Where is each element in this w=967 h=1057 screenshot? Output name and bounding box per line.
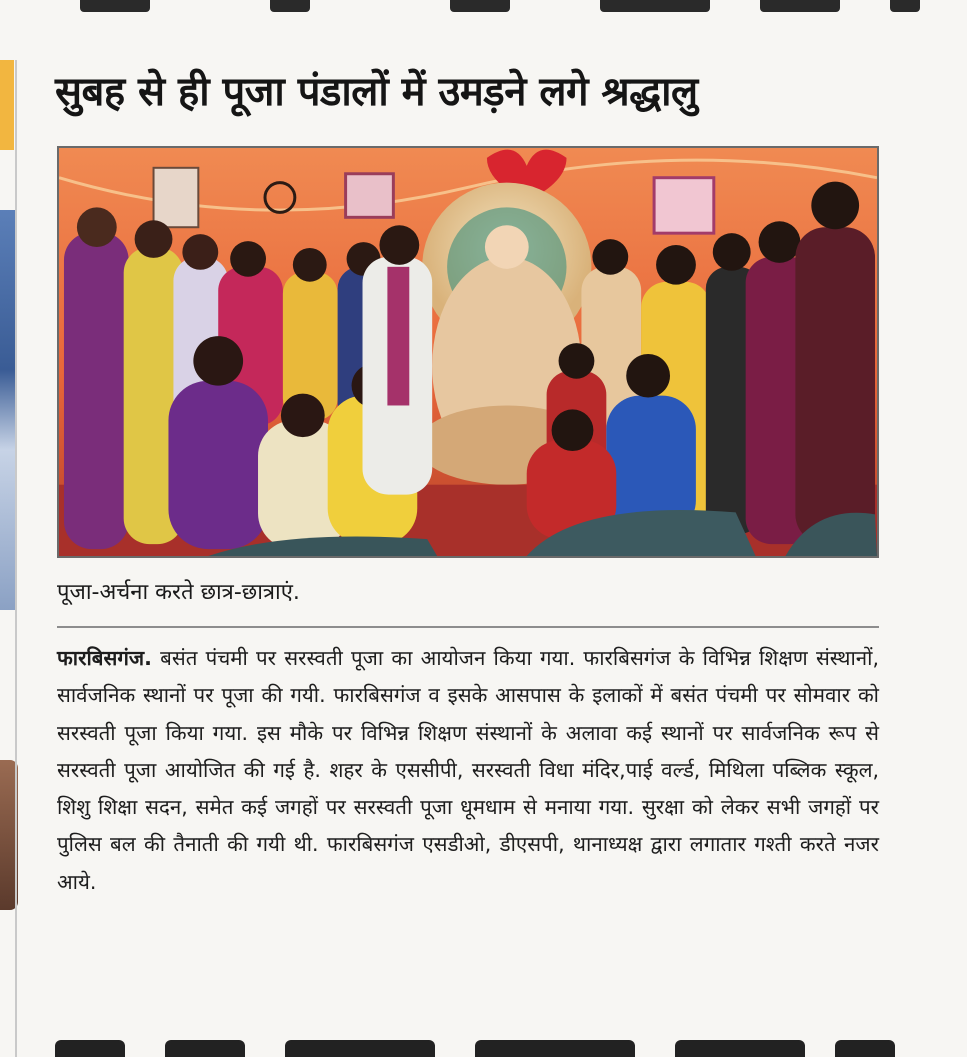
photo-illustration [59, 148, 877, 556]
article-photo [57, 146, 879, 558]
article-body-text: बसंत पंचमी पर सरस्वती पूजा का आयोजन किया गया. फारबिसगंज के विभिन्न शिक्षण संस्थानों, सार्वजनिक स्थानों पर पूजा की गयी. फारबिसगंज व इसके आसपास के इलाकों में बसंत पंचमी पर सोमवार को सरस्वती पूजा किया गया. इस मौके पर विभिन्न शिक्षण संस्थानों के अलावा कई स्थानों पर सार्वजनिक रूप से सरस्वती पूजा आयोजित की गई है. शहर के एससीपी, सरस्वती विधा मंदिर,पाई वर्ल्ड, मिथिला पब्लिक स्कूल, शिशु शिक्षा सदन, समेत कई जगहों पर सरस्वती पूजा धूमधाम से मनाया गया. सुरक्षा को लेकर सभी जगहों पर पुलिस बल की तैनाती की गयी थी. फारबिसगंज एसडीओ, डीएसपी, थानाध्यक्ष द्वारा लगातार गश्ती करते नजर आये. [57, 646, 879, 894]
cut-off-headline-above [40, 0, 940, 14]
adjacent-column-strip [0, 60, 18, 1057]
article-dateline: फारबिसगंज. [57, 646, 152, 670]
caption-divider [57, 626, 879, 628]
photo-caption: पूजा-अर्चना करते छात्र-छात्राएं. [57, 580, 300, 605]
article-headline: सुबह से ही पूजा पंडालों में उमड़ने लगे श्रद्धालु [55, 69, 698, 115]
article-body [57, 640, 879, 901]
cut-off-headline-below [55, 1040, 915, 1057]
